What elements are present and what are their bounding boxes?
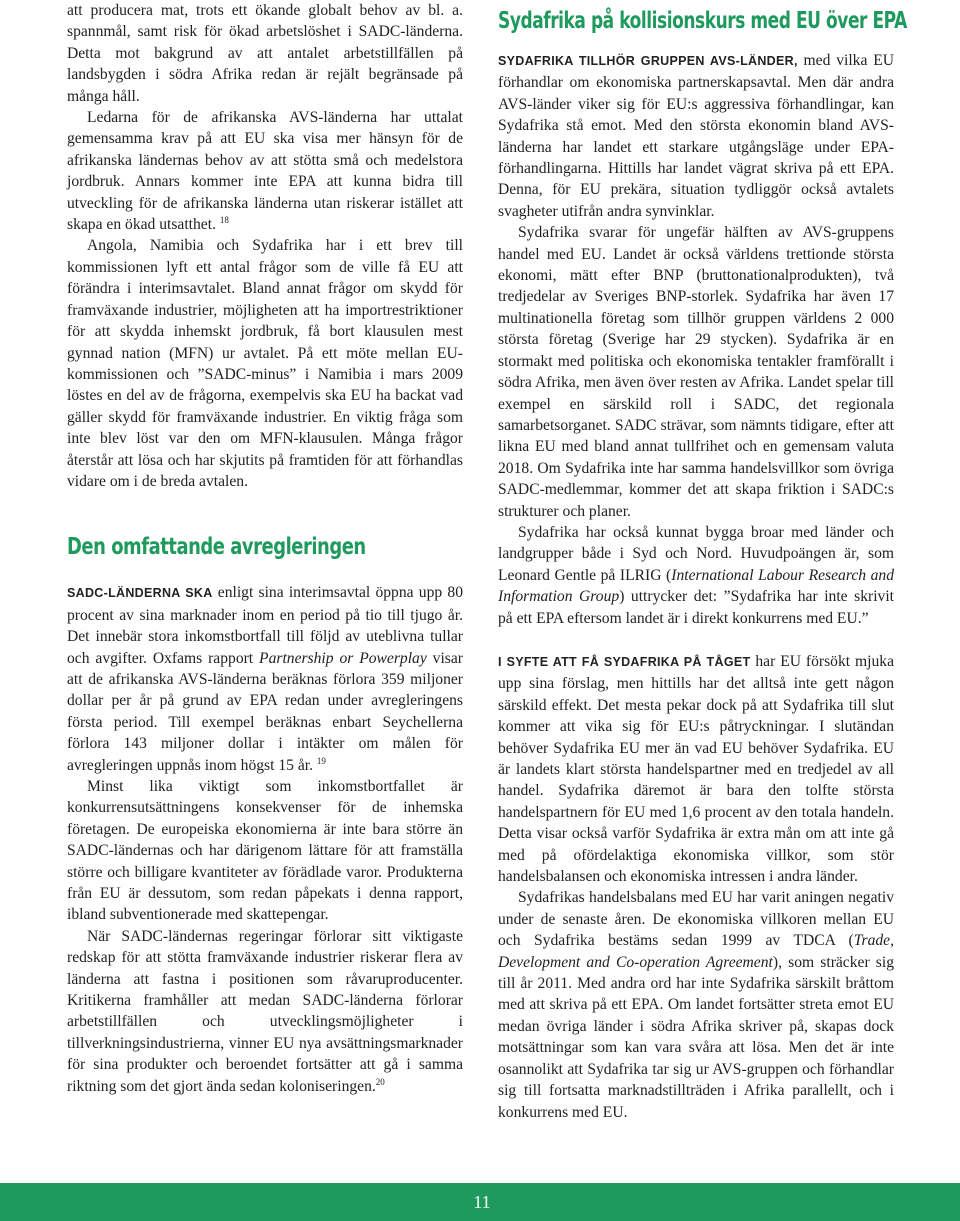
paragraph-text: Ledarna för de afrikanska AVS-länderna har uttalat gemensamma krav på att EU ska visa mer hänsyn för de afrikanska ländernas behov av att stötta små och medelstora jordbruk. Annars kommer inte EPA att kunna bidra till utveckling för de afrikanska länderna utan riskerar istället att skapa en ökad utsatthet. xyxy=(67,109,463,234)
left-column xyxy=(67,0,463,1097)
paragraph-text: visar att de afrikanska AVS-länderna beräknas förlora 359 miljoner dollar per år på grund av EPA redan under avregleringens första period. Till exempel beräknas enbart Seychellerna förlora 143 miljoner dollar i intäkter om målen för avregleringen uppnås inom högst 15 år. xyxy=(67,649,463,774)
agreement-name: Trade, Development and Co-operation Agreement xyxy=(498,932,894,971)
paragraph-text: När SADC-ländernas regeringar förlorar sitt viktigaste redskap för att stötta framväxande industrier riskerar flera av länderna att fastna i positionen som råvaruproducenter. Kritikerna framhåller att medan SADC-länderna förlorar arbetstillfällen och utvecklingsmöjligheter i tillverkningsindustrierna, vinner EU nya avsättningsmarknader för sina produkter och beroendet fortsätter att gå i samma riktning som det gjort ända sedan koloniseringen. xyxy=(67,927,463,1095)
paragraph-text: har EU försökt mjuka upp sina förslag, men hittills har det alltså inte gett någon särskild effekt. Det mesta pekar dock på att Sydafrika till slut kommer att vika sig för EU:s påtryckningar. I slutändan behöver Sydafrika EU mer än vad EU behöver Sydafrika. EU är landets klart största handelspartner med en tredjedel av all handel. Sydafrika däremot är bara den tolfte största handelspartnern för EU med 1,6 procent av den totala handeln. Detta visar också varför Sydafrika är extra mån om att inte gå med på ofördelaktiga ekonomiska villkor, som stör handelsbalansen och ekonomiska intressen i andra länder. xyxy=(498,652,894,886)
body-paragraph xyxy=(498,651,894,887)
body-paragraph: Angola, Namibia och Sydafrika har i ett brev till kommissionen lyft ett antal frågor som de ville få EU att förändra i interimsavtalet. Bland annat frågor om skydd för framväxande industrier, möjligheten att ha importrestriktioner för att skydda inhemskt jordbruk, få bort klausulen mest gynnad nation (MFN) ur avtalet. På ett möte mellan EU-kommissionen och ”SADC-minus” i Namibia i mars 2009 löstes en del av de frågorna, exempelvis ska EU ha backat vad gäller skydd för framväxande industrier. En viktig fråga som inte blev löst var den om MFN-klausulen. Många frågor återstår att lösa och har skjutits på framtiden för att förhandlas vidare om i de breda avtalen. xyxy=(67,237,463,490)
footnote-ref: 20 xyxy=(375,1076,385,1087)
paragraph-text: ), som sträcker sig till år 2011. Med andra ord har inte Sydafrika särskilt bråttom med att skriva på ett EPA. Om landet fortsätter streta emot EU medan övriga länder i södra Afrika skriver på, skapas dock motsättningar som kan vara svåra att lösa. Men det är inte osannolikt att Sydafrika tar sig ur AVS-gruppen och förhandlar sig till fortsatta marknadstillträden i Afrika parallellt, och i konkurrens med EU. xyxy=(498,953,894,1121)
paragraph-text: enligt sina interimsavtal öppna upp 80 procent av sina marknader inom en period på tio till tjugo år. Det innebär stora inkomstbortfall till följd av uteblivna tullar och avgifter. Oxfams rapport xyxy=(67,584,464,667)
organization-name: International Labour Research and Information Group xyxy=(498,566,894,606)
body-paragraph xyxy=(498,522,894,629)
body-paragraph: Minst lika viktigt som inkomstbortfallet är konkurrensutsättningens konsekvenser för de inhemska företagen. De europeiska ekonomierna är inte bara större än SADC-ländernas och har därigenom lättare för att framställa större och billigare kvantiteter av förädlade varor. Produkterna från EU är dessutom, som redan påpekats i denna rapport, ibland subventionerade med skattepengar. xyxy=(67,778,463,924)
body-paragraph xyxy=(67,107,463,235)
paragraph-gap xyxy=(498,629,894,651)
lead-in-caps: SADC-LÄNDERNA SKA xyxy=(67,586,213,601)
article-heading: Sydafrika på kollisionskurs med EU över EPA xyxy=(498,8,907,34)
paragraph-text: Sydafrikas handelsbalans med EU har varit aningen negativ under de senaste åren. De ekonomiska villkoren mellan EU och Sydafrika bestäms sedan 1999 av TDCA ( xyxy=(498,889,894,950)
paragraph-text: ) uttrycker det: ”Sydafrika har inte skrivit på ett EPA eftersom landet är i direkt konkurrens med EU.” xyxy=(498,588,894,627)
body-paragraph xyxy=(67,582,463,776)
paragraph-text: med vilka EU förhandlar om ekonomiska partnerskapsavtal. Men där andra AVS-länder viker sig för EU:s aggressiva förhandlingar, kan Sydafrika stå emot. Med den största ekonomin bland AVS-länderna har landet ett starkare utgångsläge under EPA-förhandlingarna. Hittills har landet vägrat skriva på ett EPA. Denna, för EU prekära, situation tydliggör också avtalets svagheter utifrån andra synvinklar. xyxy=(498,52,894,220)
body-paragraph xyxy=(498,887,894,1122)
body-paragraph xyxy=(67,926,463,1097)
section-heading: Den omfattande avregleringen xyxy=(67,534,366,561)
lead-in-caps: SYDAFRIKA TILLHÖR GRUPPEN AVS-LÄNDER, xyxy=(498,54,798,68)
paragraph-text: Sydafrika har också kunnat bygga broar med länder och landgrupper både i Syd och Nord. Huvudpoängen är, som Leonard Gentle på ILRIG ( xyxy=(498,523,894,584)
right-column xyxy=(498,0,907,1123)
body-paragraph: Sydafrika svarar för ungefär hälften av AVS-gruppens handel med EU. Landet är också världens trettionde största ekonomi, mätt efter BNP (bruttonationalprodukten), två tredjedelar av Sveriges BNP-storlek. Sydafrika har även 17 multinationella företag som tillhör gruppen världens 2 000 största företag (Sverige har 29 stycken). Sydafrika är en stormakt med politiska och ekonomiska tentakler framförallt i södra Afrika, men även över resten av Afrika. Landet spelar till exempel en särskild roll i SADC, det regionala samarbetsorganet. SADC strävar, som nämnts tidigare, efter att likna EU med bland annat tullfrihet och en gemensam valuta 2018. Om Sydafrika inte har samma handelsvillkor som övriga SADC-medlemmar, kommer det att skapa friktion i SADC:s strukturer och planer. xyxy=(498,224,894,520)
body-paragraph xyxy=(498,50,894,222)
lead-in-caps: I SYFTE ATT FÅ SYDAFRIKA PÅ TÅGET xyxy=(498,654,751,669)
footnote-ref: 18 xyxy=(219,214,229,225)
footnote-ref: 19 xyxy=(316,755,326,766)
page-number: 11 xyxy=(473,1192,491,1212)
body-paragraph: att producera mat, trots ett ökande globalt behov av bl. a. spannmål, samt risk för ökad arbetslöshet i SADC-länderna. Detta mot bakgrund av att antalet arbetstillfällen på landsbygden i södra Afrika redan är rejält begränsade på många håll. xyxy=(67,2,463,105)
report-title: Partnership or Powerplay xyxy=(259,649,427,667)
